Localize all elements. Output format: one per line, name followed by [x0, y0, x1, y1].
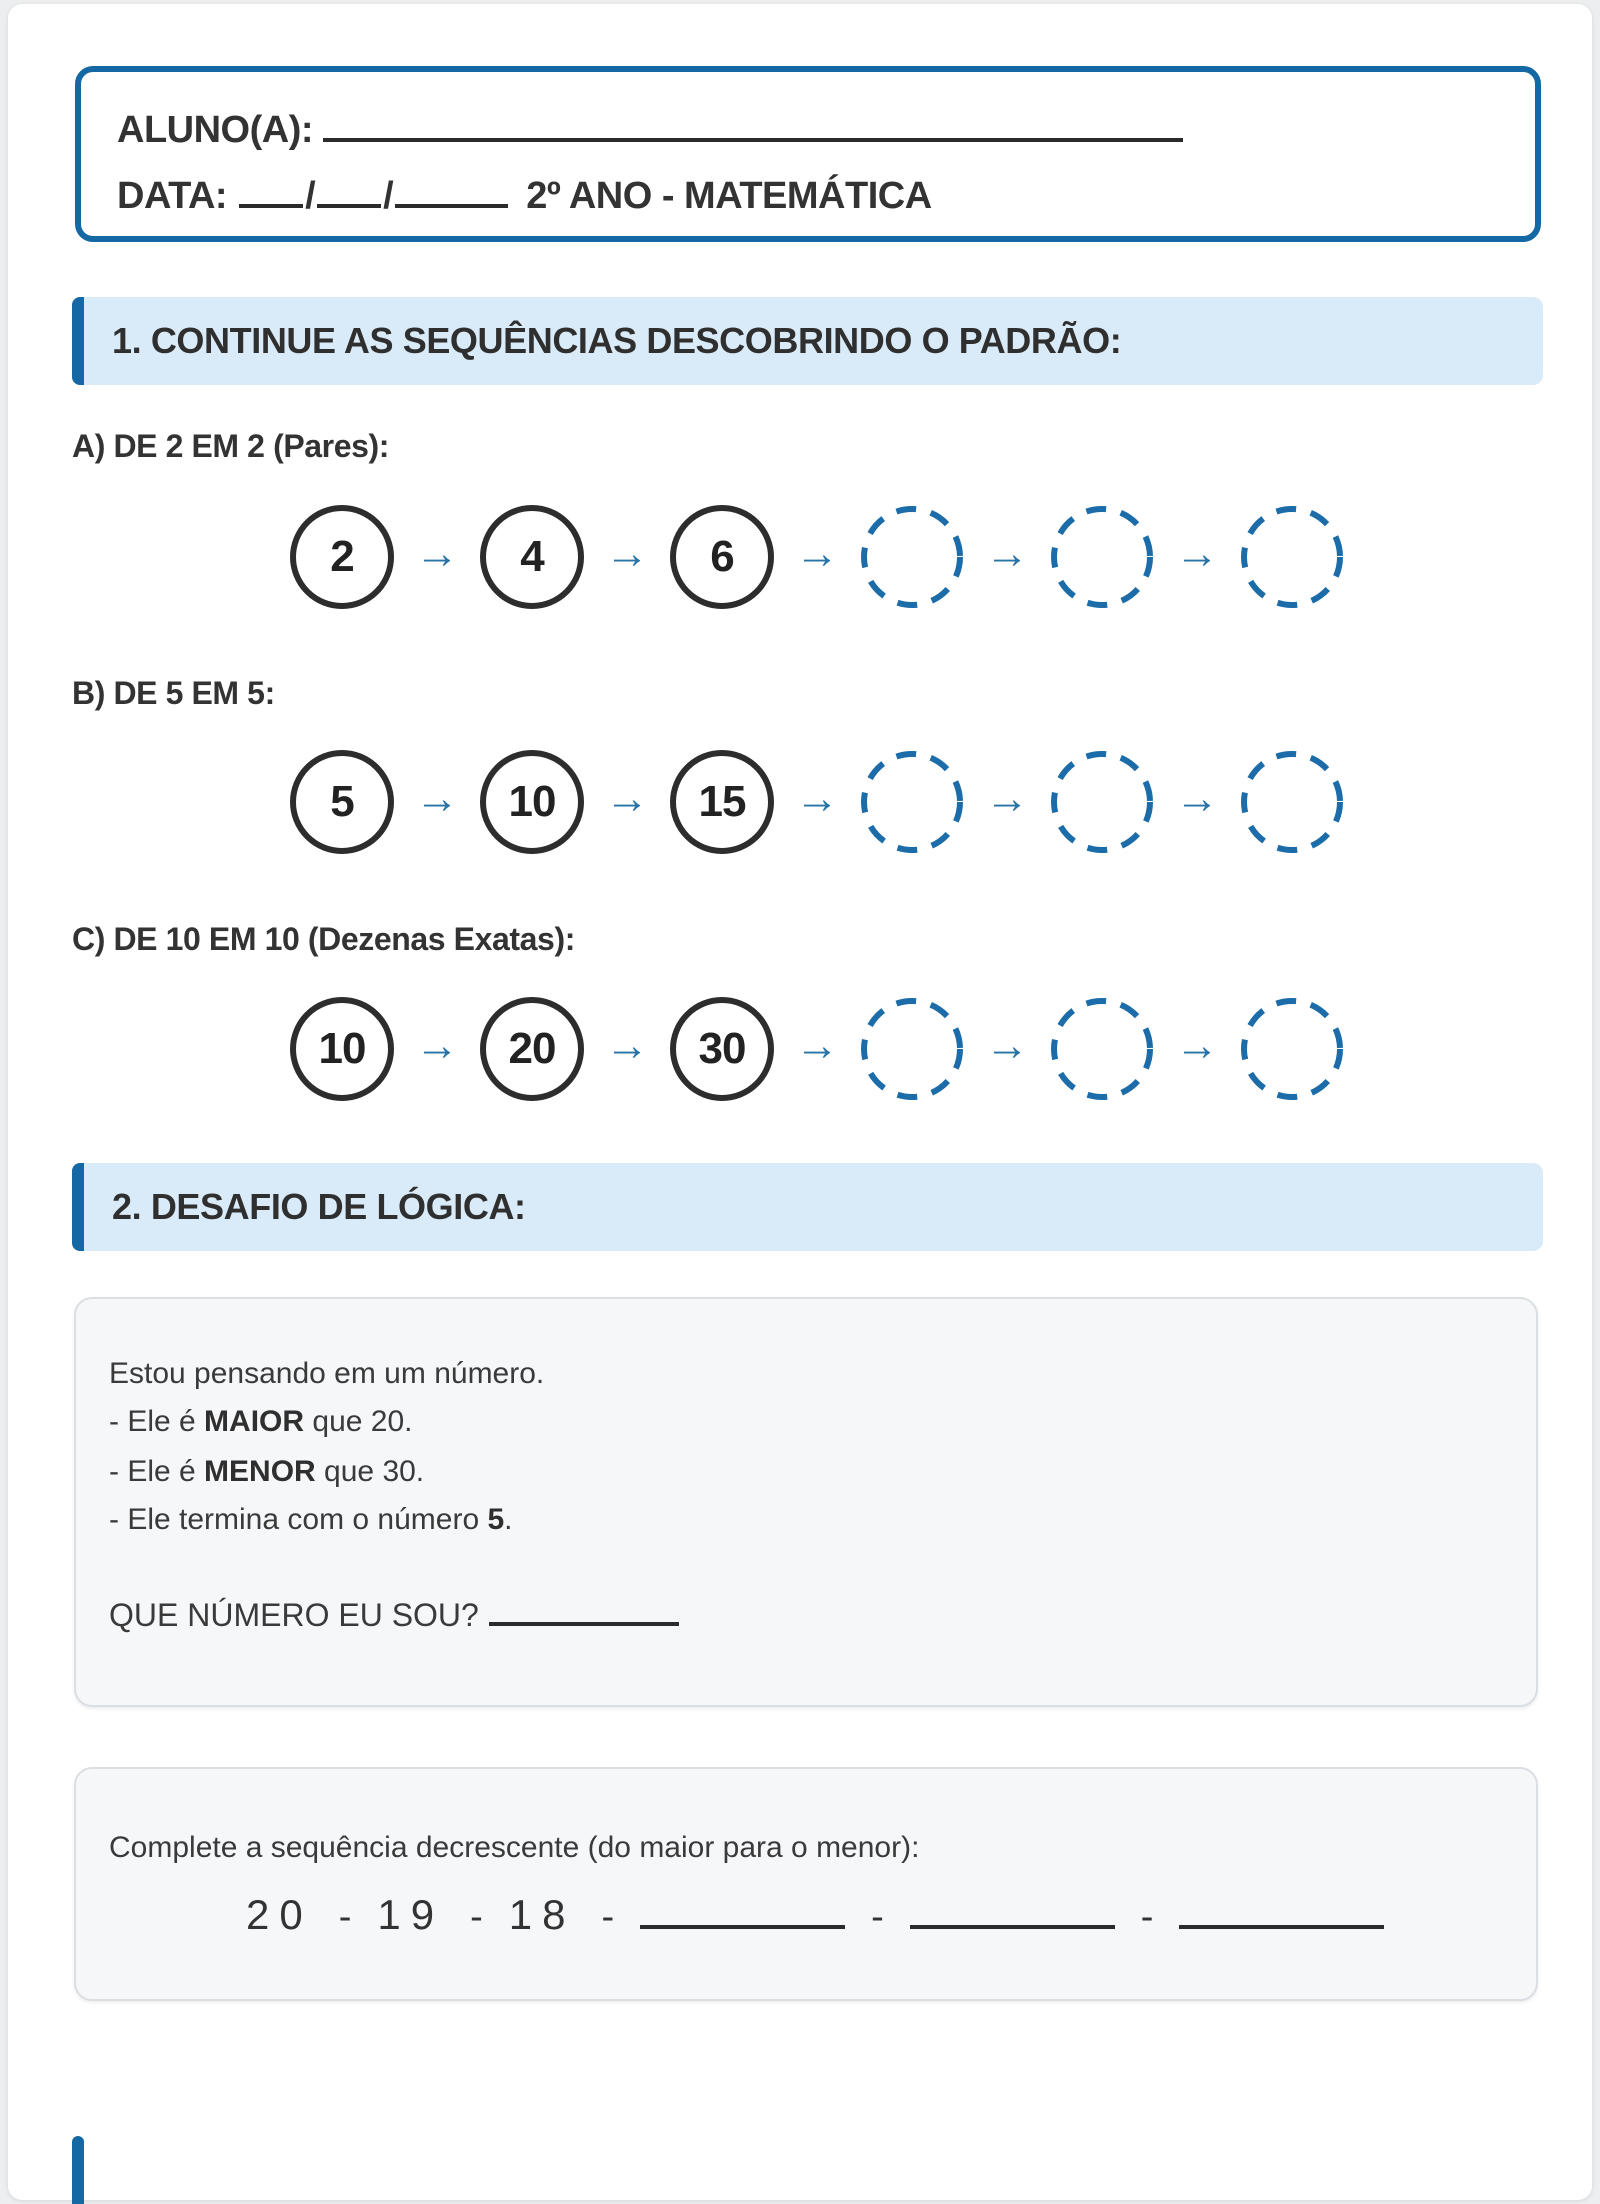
student-name-field[interactable] [323, 104, 1183, 142]
sequence-value: 5 [330, 777, 354, 826]
sequence-value: 2 [330, 532, 354, 581]
logic-intro: Estou pensando em um número. [109, 1357, 545, 1390]
arrow-icon: → [605, 774, 649, 823]
countdown-number: 18 [508, 1891, 576, 1938]
sequence-a-row [290, 505, 1344, 609]
answer-circle-blank[interactable] [860, 505, 964, 609]
student-name-row [117, 104, 1183, 152]
date-separator: / [383, 175, 394, 217]
sequence-circle [290, 997, 394, 1101]
arrow-icon: → [985, 1021, 1029, 1070]
course-label: 2º ANO - MATEMÁTICA [526, 175, 932, 217]
sequence-value: 15 [698, 777, 746, 826]
countdown-answer-field[interactable] [1179, 1887, 1384, 1929]
date-year-field[interactable] [395, 170, 508, 208]
date-separator: / [305, 175, 316, 217]
date-day-field[interactable] [239, 170, 303, 208]
arrow-icon: → [605, 529, 649, 578]
sequence-circle [480, 505, 584, 609]
countdown-instruction: Complete a sequência decrescente (do maior para o menor): [109, 1831, 920, 1864]
logic-clue-1 [109, 1405, 412, 1439]
countdown-number: 20 [246, 1891, 313, 1938]
section-1-header [72, 297, 1543, 385]
arrow-icon: → [415, 774, 459, 823]
answer-circle-blank[interactable] [860, 750, 964, 854]
clue-text: - Ele é [109, 1405, 205, 1438]
arrow-icon: → [795, 1021, 839, 1070]
countdown-answer-field[interactable] [910, 1887, 1115, 1929]
logic-question-row [109, 1592, 679, 1634]
clue-text: - Ele é [109, 1455, 205, 1488]
student-label: ALUNO(A): [117, 109, 314, 151]
arrow-icon: → [795, 774, 839, 823]
sequence-c-row [290, 997, 1344, 1101]
countdown-separator: - [470, 1896, 483, 1938]
sequence-a-label: A) DE 2 EM 2 (Pares): [72, 428, 390, 464]
answer-circle-blank[interactable] [1240, 505, 1344, 609]
logic-clue-2 [109, 1455, 424, 1489]
answer-circle-blank[interactable] [1240, 997, 1344, 1101]
clue-text: que 20. [304, 1405, 413, 1438]
section-1-title: 1. CONTINUE AS SEQUÊNCIAS DESCOBRINDO O PADRÃO: [112, 320, 1122, 361]
sequence-value: 4 [520, 532, 544, 581]
student-info-box [75, 66, 1541, 242]
section-2-header [72, 1163, 1543, 1251]
arrow-icon: → [1175, 1021, 1219, 1070]
arrow-icon: → [605, 1021, 649, 1070]
sequence-circle [670, 505, 774, 609]
sequence-b-label: B) DE 5 EM 5: [72, 675, 275, 711]
arrow-icon: → [1175, 774, 1219, 823]
date-month-field[interactable] [317, 170, 381, 208]
clue-text: - Ele termina com o número [109, 1503, 488, 1536]
countdown-separator: - [871, 1896, 884, 1938]
answer-circle-blank[interactable] [1050, 750, 1154, 854]
sequence-value: 10 [508, 777, 556, 826]
sequence-circle [480, 997, 584, 1101]
clue-bold: MAIOR [204, 1405, 305, 1438]
sequence-value: 10 [318, 1024, 366, 1073]
answer-circle-blank[interactable] [860, 997, 964, 1101]
countdown-separator: - [601, 1896, 615, 1938]
sequence-value: 30 [698, 1024, 746, 1073]
sequence-value: 20 [508, 1024, 556, 1073]
answer-circle-blank[interactable] [1050, 505, 1154, 609]
arrow-icon: → [415, 1021, 459, 1070]
arrow-icon: → [415, 529, 459, 578]
clue-bold: MENOR [204, 1455, 316, 1488]
answer-circle-blank[interactable] [1050, 997, 1154, 1101]
logic-question: QUE NÚMERO EU SOU? [109, 1597, 479, 1633]
answer-circle-blank[interactable] [1240, 750, 1344, 854]
countdown-separator: - [1140, 1896, 1154, 1938]
clue-text: que 30. [315, 1455, 425, 1488]
worksheet-page [8, 4, 1592, 2200]
countdown-box [74, 1767, 1538, 2001]
sequence-circle [290, 505, 394, 609]
logic-answer-field[interactable] [489, 1592, 679, 1626]
countdown-separator: - [338, 1896, 352, 1938]
arrow-icon: → [795, 529, 839, 578]
arrow-icon: → [1175, 529, 1219, 578]
sequence-c-label: C) DE 10 EM 10 (Dezenas Exatas): [72, 921, 575, 957]
countdown-answer-field[interactable] [640, 1887, 845, 1929]
logic-clue-3 [109, 1503, 513, 1537]
next-section-accent [72, 2136, 84, 2204]
countdown-number: 19 [377, 1891, 445, 1938]
sequence-circle [480, 750, 584, 854]
sequence-value: 6 [710, 532, 734, 581]
logic-challenge-box [74, 1297, 1538, 1707]
countdown-row [246, 1887, 1384, 1939]
section-2-title: 2. DESAFIO DE LÓGICA: [112, 1186, 526, 1227]
arrow-icon: → [985, 529, 1029, 578]
clue-bold: 5 [487, 1503, 505, 1536]
date-row [117, 170, 932, 218]
arrow-icon: → [985, 774, 1029, 823]
sequence-circle [670, 750, 774, 854]
sequence-circle [290, 750, 394, 854]
date-label: DATA: [117, 175, 228, 217]
sequence-b-row [290, 750, 1344, 854]
clue-text: . [504, 1503, 513, 1536]
sequence-circle [670, 997, 774, 1101]
